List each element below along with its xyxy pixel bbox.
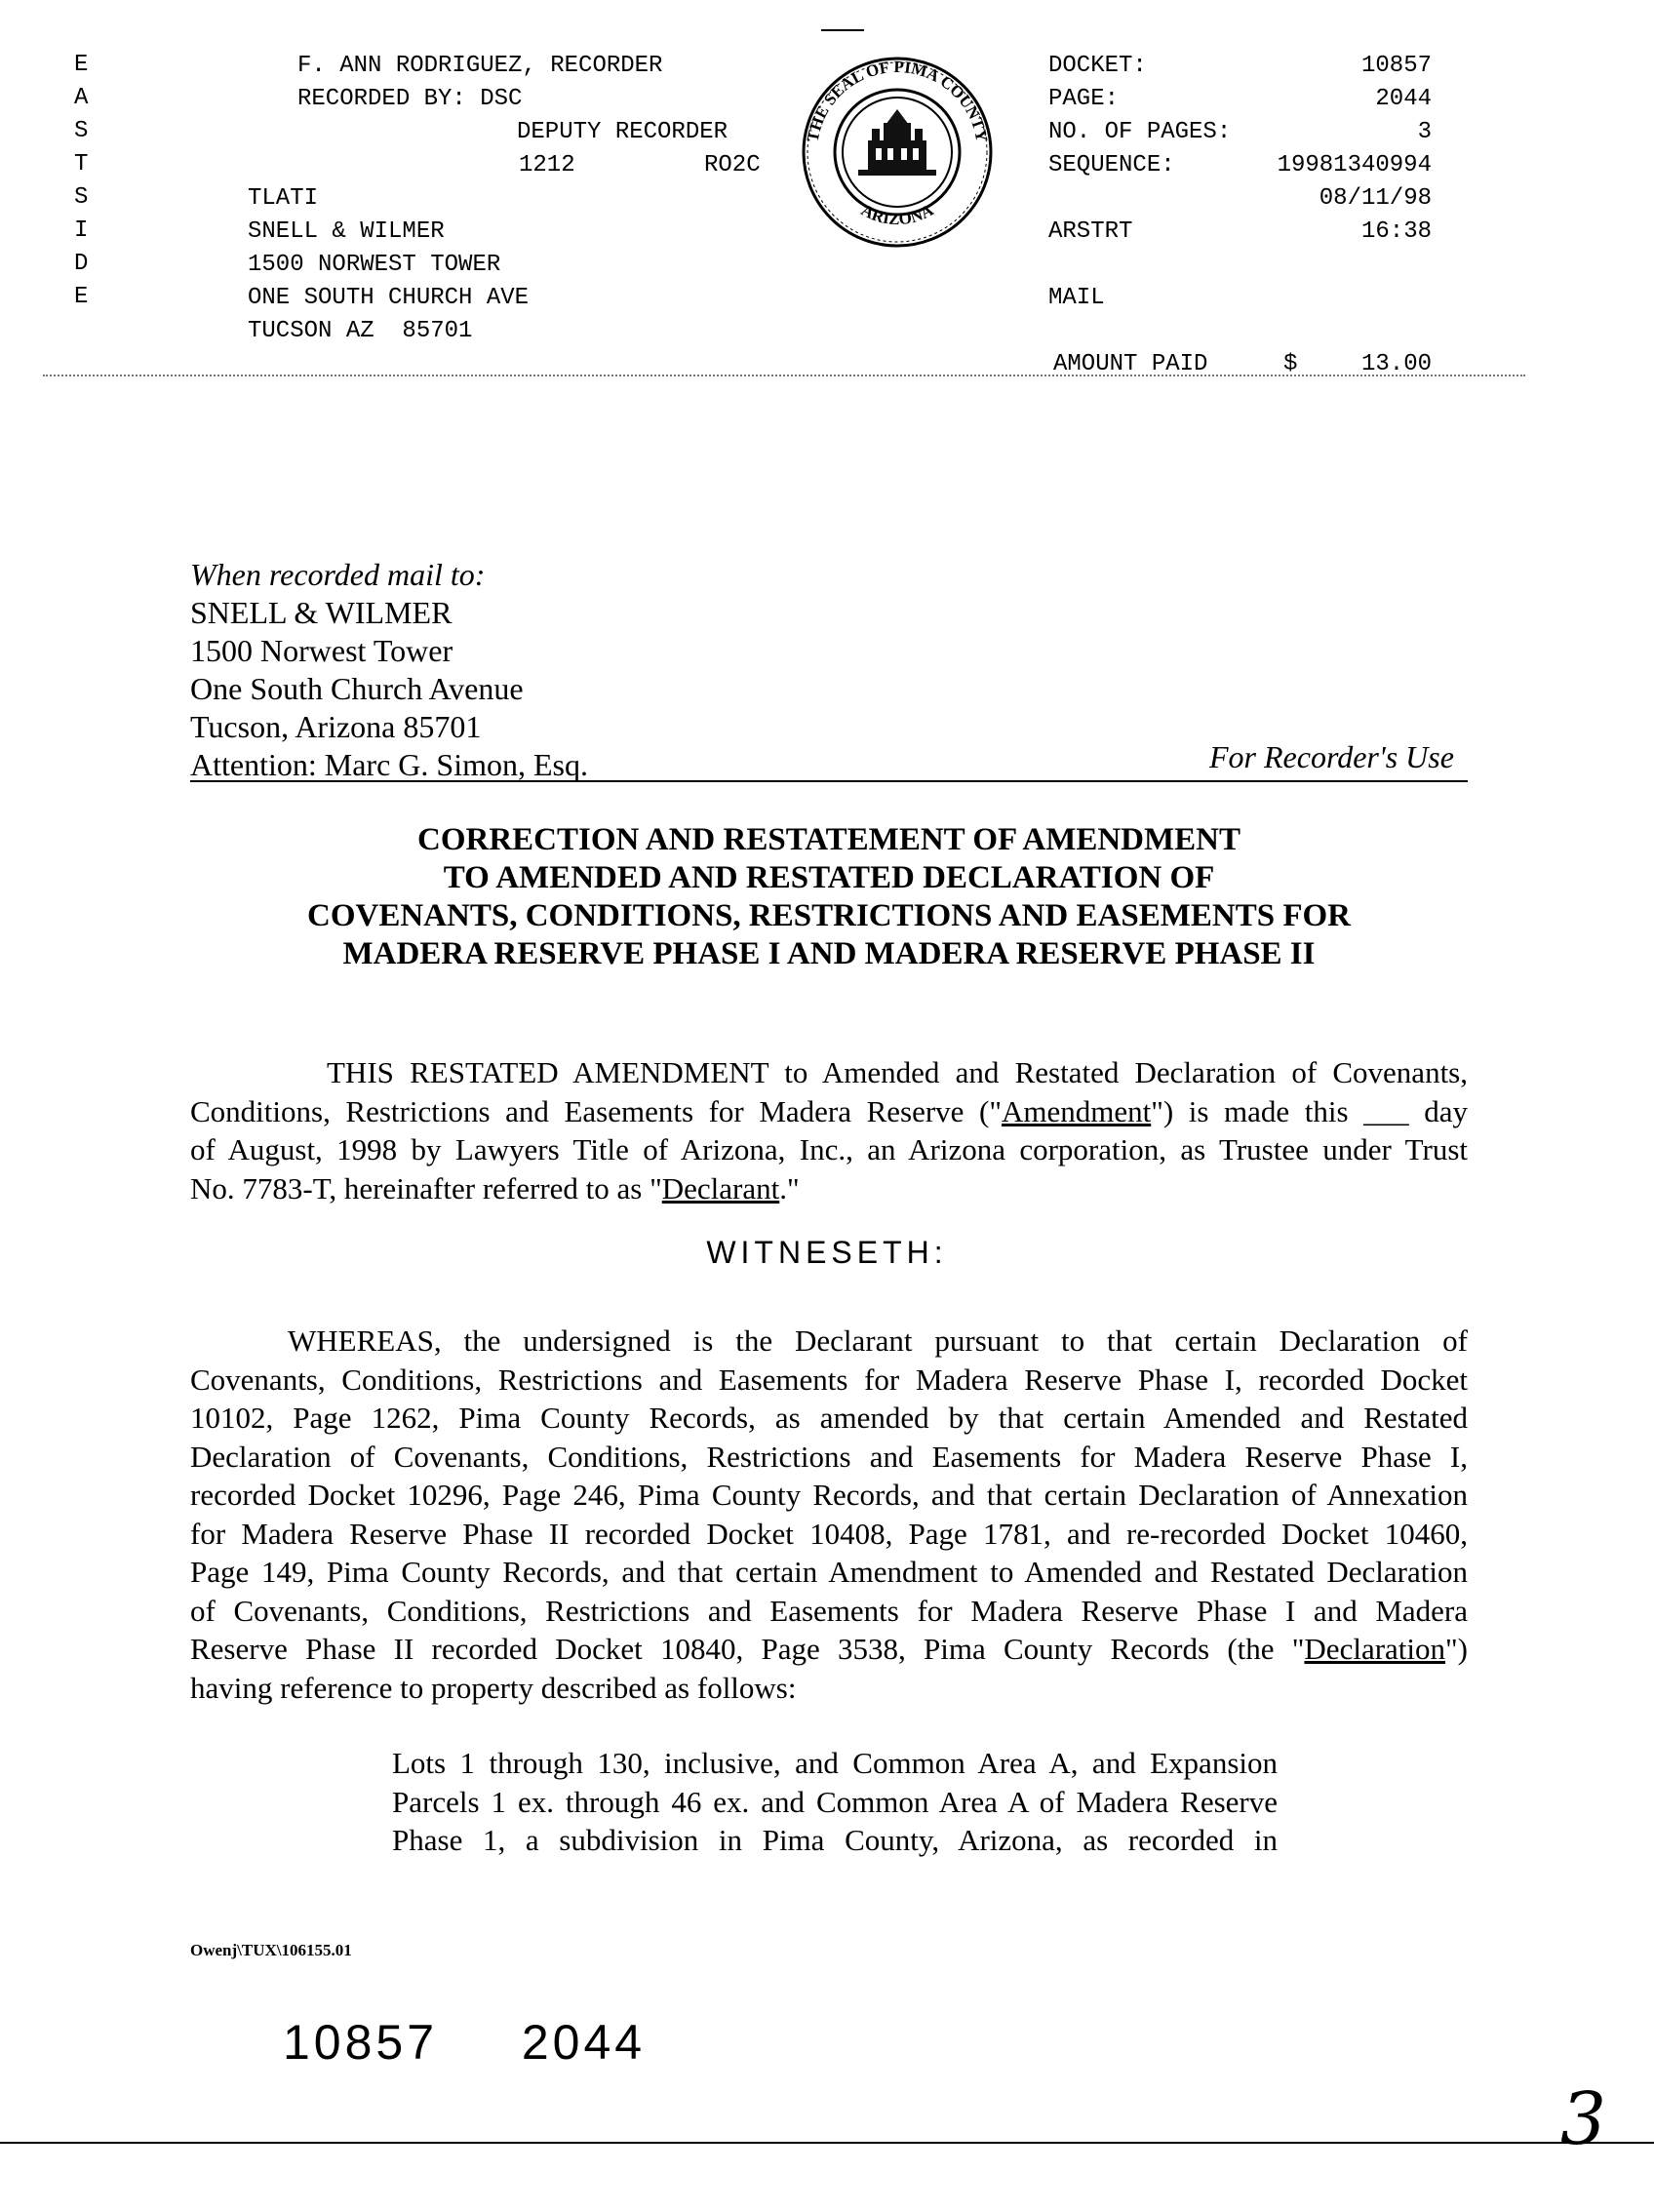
whereas-text: ") [1445,1632,1468,1666]
property-line: Parcels 1 ex. through 46 ex. and Common Area A of Madera Reserve [392,1784,1278,1819]
mail-to-heading: When recorded mail to: [190,557,486,592]
whereas-paragraph [190,1322,1468,1707]
declaration-defined-term: Declaration [1304,1632,1446,1666]
currency-symbol: $ [1283,351,1298,377]
title-line: TO AMENDED AND RESTATED DECLARATION OF [443,860,1215,895]
stamp-page: 2044 [521,2015,647,2070]
whereas-line: having reference to property described as follows: [190,1670,797,1705]
eastside-letter: A [74,85,89,111]
property-description [392,1744,1278,1860]
eastside-letter: E [74,284,89,310]
whereas-line: recorded Docket 10296, Page 246, Pima County Records, and that certain Declaration of Annexation [190,1478,1468,1512]
document-title [195,821,1463,973]
intro-text: ") is made this ___ day [1151,1093,1468,1128]
address-line: 1500 NORWEST TOWER [248,252,501,278]
recorder-code-1: 1212 [519,152,575,178]
seal-text-bottom: ARIZONA [857,200,937,229]
mail-to-line: One South Church Avenue [190,671,524,706]
intro-text: Conditions, Restrictions and Easements for Madera Reserve (" [190,1093,1002,1128]
intro-text: No. 7783-T, hereinafter referred to as " [190,1170,662,1205]
sequence-value: 19981340994 [1277,152,1432,178]
eastside-letter: S [74,184,89,211]
amount-paid-label: AMOUNT PAID [1053,351,1208,377]
eastside-letter: S [74,118,89,144]
address-line: SNELL & WILMER [248,218,445,245]
eastside-letter: I [74,217,89,244]
declarant-defined-term: Declarant [661,1170,780,1205]
arstrt-label: ARSTRT [1048,218,1133,245]
whereas-line: Declaration of Covenants, Conditions, Restrictions and Easements for Madera Reserve Phase I, [190,1439,1468,1474]
whereas-line: Covenants, Conditions, Restrictions and Easements for Madera Reserve Phase I, recorded Docket [190,1362,1468,1397]
mail-to-block [190,556,588,784]
mail-to-line: Tucson, Arizona 85701 [190,709,482,744]
address-line: ONE SOUTH CHURCH AVE [248,285,530,311]
page-label: PAGE: [1048,86,1120,112]
mail-to-line: 1500 Norwest Tower [190,633,453,668]
stamp-docket: 10857 [283,2015,439,2070]
eastside-letter: D [74,251,89,277]
intro-line [190,1092,1468,1131]
docket-value: 10857 [1360,53,1432,79]
mail-to-line: SNELL & WILMER [190,595,453,630]
whereas-line: WHEREAS, the undersigned is the Declarant pursuant to that certain Declaration of [288,1323,1468,1358]
intro-paragraph [190,1053,1468,1207]
deputy-recorder: DEPUTY RECORDER [517,119,729,145]
intro-line [190,1169,1468,1208]
eastside-letter: E [74,52,89,78]
recorder-code-2: RO2C [704,152,761,178]
footer-rule [0,2142,1654,2144]
whereas-line: 10102, Page 1262, Pima County Records, as amended by that certain Amended and Restated [190,1401,1468,1435]
top-mark [821,29,864,31]
whereas-line: for Madera Reserve Phase II recorded Docket 10408, Page 1781, and re-recorded Docket 10460, [190,1516,1468,1551]
intro-line: of August, 1998 by Lawyers Title of Arizona, Inc., an Arizona corporation, as Trustee under Trust [190,1132,1468,1166]
title-line: COVENANTS, CONDITIONS, RESTRICTIONS AND EASEMENTS FOR [307,898,1351,933]
title-line: CORRECTION AND RESTATEMENT OF AMENDMENT [416,822,1241,857]
eastside-column [74,49,88,314]
docket-label: DOCKET: [1048,53,1147,79]
handwritten-page-number: 3 [1560,2077,1607,2161]
whereas-text: Reserve Phase II recorded Docket 10840, Page 3538, Pima County Records (the " [190,1632,1305,1666]
recording-date: 08/11/98 [1319,185,1432,212]
intro-text: ." [779,1170,800,1205]
file-identifier: Owenj\TUX\106155.01 [190,1941,352,1959]
recorders-use-label: For Recorder's Use [1209,739,1454,774]
recording-time: 16:38 [1360,218,1432,245]
recorders-use-rule [190,780,1468,782]
party-code: TLATI [248,185,319,212]
whereas-line [190,1630,1468,1669]
whereas-line: Page 149, Pima County Records, and that certain Amendment to Amended and Restated Declaration [190,1555,1468,1589]
eastside-letter: T [74,151,89,178]
sequence-label: SEQUENCE: [1048,152,1175,178]
recorder-name: F. ANN RODRIGUEZ, RECORDER [297,53,663,79]
num-pages-value: 3 [1417,119,1432,145]
title-line: MADERA RESERVE PHASE I AND MADERA RESERVE PHASE II [342,936,1316,971]
num-pages-label: NO. OF PAGES: [1048,119,1232,145]
property-line: Lots 1 through 130, inclusive, and Common Area A, and Expansion [392,1746,1278,1780]
mail-to-attention: Attention: Marc G. Simon, Esq. [190,747,588,782]
address-line: TUCSON AZ 85701 [248,318,473,344]
svg-text:ARIZONA [858,200,937,228]
recorded-by: RECORDED BY: DSC [297,86,523,112]
property-line: Phase 1, a subdivision in Pima County, Arizona, as recorded in [392,1823,1278,1857]
intro-line: THIS RESTATED AMENDMENT to Amended and Restated Declaration of Covenants, [327,1055,1468,1089]
county-seal-icon [790,55,1004,250]
whereas-line: of Covenants, Conditions, Restrictions and Easements for Madera Reserve Phase I and Madera [190,1593,1468,1628]
header-separator [43,375,1525,376]
mail-label: MAIL [1048,285,1105,311]
amount-paid-value: 13.00 [1360,351,1432,377]
amendment-defined-term: Amendment [1001,1093,1152,1128]
page-value: 2044 [1375,86,1432,112]
docket-page-stamp [283,2014,646,2071]
seal-text-top: THE SEAL OF PIMA COUNTY [803,57,992,143]
witneseth-heading: WITNESETH: [706,1235,948,1270]
